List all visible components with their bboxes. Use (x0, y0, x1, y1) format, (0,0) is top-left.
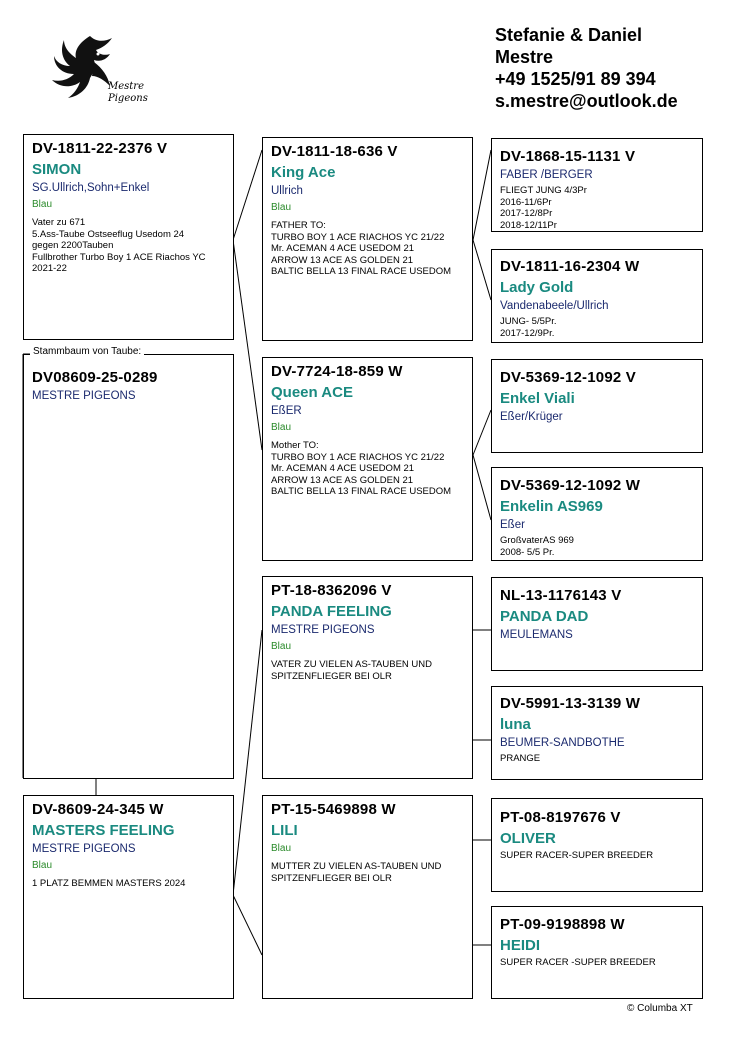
plumage-color: Blau (271, 422, 292, 433)
fmf-card (491, 359, 703, 453)
note-line: Mr. ACEMAN 4 ACE USEDOM 21 (271, 243, 415, 254)
plumage-color: Blau (32, 199, 53, 210)
father-father-card (262, 137, 473, 341)
note-line: 2018-12/11Pr (500, 219, 557, 231)
mother-mother-card (262, 795, 473, 999)
ring-number: DV-1811-22-2376 V (32, 140, 168, 157)
note-line: ARROW 13 ACE AS GOLDEN 21 (271, 474, 414, 486)
note-line: BALTIC BELLA 13 FINAL RACE USEDOM (271, 266, 452, 277)
note-line: ARROW 13 ACE AS GOLDEN 21 (271, 254, 414, 266)
note-line: PRANGE (500, 753, 541, 764)
ring-number: DV-5369-12-1092 W (500, 477, 641, 494)
note-line: FATHER TO: (271, 220, 326, 231)
breeder: Vandenabeele/Ullrich (500, 300, 609, 312)
subject-breeder: MESTRE PIGEONS (32, 390, 136, 402)
contact-email: s.mestre@outlook.de (495, 91, 678, 111)
ring-number: PT-15-5469898 W (271, 801, 396, 818)
note-line: 1 PLATZ BEMMEN MASTERS 2024 (32, 878, 186, 889)
notes (500, 535, 694, 558)
notes (500, 316, 694, 339)
notes (271, 440, 464, 498)
father-to-fm-line (233, 240, 262, 450)
plumage-color: Blau (271, 202, 292, 213)
note-line: MUTTER ZU VIELEN AS-TAUBEN UND (271, 861, 442, 872)
notes (500, 957, 694, 969)
breeder: Eßer (500, 519, 525, 531)
ring-number: DV-5369-12-1092 V (500, 369, 636, 386)
fm-to-fmm-line (473, 455, 491, 520)
ff-to-ffm-line (473, 240, 491, 300)
logo-line-1: Mestre (108, 81, 145, 92)
notes (32, 217, 225, 275)
note-line: 2017-12/9Pr. (500, 327, 555, 339)
notes (500, 185, 694, 231)
fff-card (491, 138, 703, 232)
mmm-card (491, 906, 703, 999)
note-line: SUPER RACER -SUPER BREEDER (500, 957, 656, 968)
subject-ring-number: DV08609-25-0289 (32, 369, 158, 386)
mfm-card (491, 686, 703, 780)
father-mother-card (262, 357, 473, 561)
plumage-color: Blau (271, 641, 292, 652)
breeder: MESTRE PIGEONS (32, 843, 136, 855)
breeder: EßER (271, 405, 302, 417)
ffm-card (491, 249, 703, 343)
ring-number: DV-1811-18-636 V (271, 143, 398, 160)
mother-father-card (262, 576, 473, 779)
note-line: 2016-11/6Pr (500, 196, 552, 208)
note-line: VATER ZU VIELEN AS-TAUBEN UND (271, 659, 432, 670)
copyright-footer: © Columba XT (627, 1003, 693, 1014)
pigeon-name: Enkel Viali (500, 390, 575, 407)
pigeon-name: HEIDI (500, 937, 541, 954)
note-line: SPITZENFLIEGER BEI OLR (271, 872, 392, 884)
note-line: SUPER RACER-SUPER BREEDER (500, 850, 654, 861)
pigeon-name: MASTERS FEELING (32, 822, 175, 839)
pigeon-name: PANDA DAD (500, 608, 589, 625)
pigeon-name: luna (500, 716, 531, 733)
notes (271, 659, 464, 682)
notes (271, 861, 464, 884)
note-line: Mr. ACEMAN 4 ACE USEDOM 21 (271, 463, 415, 474)
notes (500, 753, 694, 765)
pigeon-name: Queen ACE (271, 384, 353, 401)
mff-card (491, 577, 703, 671)
breeder: MEULEMANS (500, 629, 573, 641)
pigeon-name: Enkelin AS969 (500, 498, 603, 515)
ring-number: DV-7724-18-859 W (271, 363, 403, 380)
subject-card (23, 354, 234, 779)
logo-line-2: Pigeons (108, 93, 148, 104)
ring-number: DV-1811-16-2304 W (500, 258, 640, 275)
ring-number: PT-18-8362096 V (271, 582, 392, 599)
note-line: Fullbrother Turbo Boy 1 ACE Riachos YC (32, 251, 206, 263)
breeder: Eßer/Krüger (500, 411, 563, 423)
note-line: GroßvaterAS 969 (500, 535, 574, 546)
breeder: SG.Ullrich,Sohn+Enkel (32, 182, 150, 194)
note-line: 2008- 5/5 Pr. (500, 546, 555, 558)
father-to-ff-line (233, 150, 262, 240)
note-line: TURBO BOY 1 ACE RIACHOS YC 21/22 (271, 451, 445, 463)
ring-number: PT-08-8197676 V (500, 809, 621, 826)
breeder: MESTRE PIGEONS (271, 624, 375, 636)
ff-to-fff-line (473, 150, 491, 240)
ring-number: NL-13-1176143 V (500, 587, 622, 604)
note-line: JUNG- 5/5Pr. (500, 316, 557, 327)
pigeon-name: King Ace (271, 164, 336, 181)
pigeon-name: OLIVER (500, 830, 556, 847)
ring-number: DV-8609-24-345 W (32, 801, 164, 818)
note-line: Mother TO: (271, 440, 319, 451)
contact-name-line-1: Stefanie & Daniel (495, 25, 643, 45)
pigeon-name: Lady Gold (500, 279, 574, 296)
logo-text (108, 81, 148, 105)
note-line: 2021-22 (32, 263, 67, 274)
notes (271, 220, 464, 278)
father-card (23, 134, 234, 340)
note-line: 5.Ass-Taube Ostseeflug Usedom 24 (32, 228, 185, 240)
breeder: BEUMER-SANDBOTHE (500, 737, 625, 749)
mother-card (23, 795, 234, 999)
breeder: Ullrich (271, 185, 303, 197)
note-line: TURBO BOY 1 ACE RIACHOS YC 21/22 (271, 231, 445, 243)
note-line: 2017-12/8Pr (500, 208, 553, 219)
plumage-color: Blau (271, 843, 292, 854)
plumage-color: Blau (32, 860, 53, 871)
note-line: BALTIC BELLA 13 FINAL RACE USEDOM (271, 486, 452, 497)
mother-to-mm-line (233, 895, 262, 955)
note-line: FLIEGT JUNG 4/3Pr (500, 185, 587, 196)
mmf-card (491, 798, 703, 892)
note-line: gegen 2200Tauben (32, 240, 114, 251)
note-line: Vater zu 671 (32, 217, 86, 228)
note-line: SPITZENFLIEGER BEI OLR (271, 670, 392, 682)
ring-number: DV-5991-13-3139 W (500, 695, 641, 712)
ring-number: DV-1868-15-1131 V (500, 148, 636, 165)
ring-number: PT-09-9198898 W (500, 916, 625, 933)
pigeon-name: SIMON (32, 161, 82, 178)
subject-label: Stammbaum von Taube: (30, 346, 144, 357)
pigeon-name: LILI (271, 822, 298, 839)
contact-name-line-2: Mestre (495, 47, 554, 67)
mother-to-mf-line (233, 630, 262, 895)
pigeon-name: PANDA FEELING (271, 603, 392, 620)
notes (500, 850, 694, 862)
notes (32, 878, 225, 890)
contact-phone: +49 1525/91 89 394 (495, 69, 656, 89)
breeder: FABER /BERGER (500, 169, 593, 181)
fm-to-fmf-line (473, 410, 491, 455)
fmm-card (491, 467, 703, 561)
contact-block (495, 24, 678, 112)
